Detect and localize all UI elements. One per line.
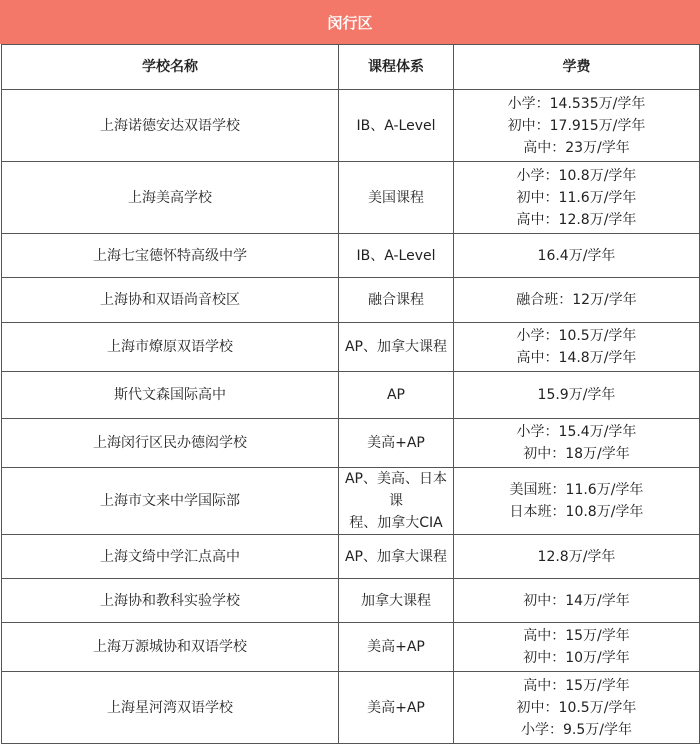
curriculum-cell: [339, 623, 454, 672]
school-name-cell: 上海协和双语尚音校区: [2, 278, 339, 323]
tuition-cell: [454, 672, 700, 744]
table-row: [2, 234, 700, 278]
tuition-cell: [454, 468, 700, 535]
table-row: [2, 278, 700, 323]
curriculum-cell: [339, 323, 454, 372]
curriculum-line: 程、加拿大CIA: [349, 515, 443, 531]
table-row: [2, 372, 700, 419]
table-row: [2, 323, 700, 372]
curriculum-line: 美国课程: [368, 189, 424, 206]
curriculum-cell: [339, 90, 454, 162]
school-name-cell: 上海万源城协和双语学校: [2, 623, 339, 672]
tuition-line: 初中：10.5万/学年: [516, 699, 637, 716]
curriculum-line: AP、美高、日本课: [344, 471, 448, 509]
curriculum-line: IB、A-Level: [356, 117, 436, 134]
tuition-cell: [454, 372, 700, 419]
school-name-cell: 斯代文森国际高中: [2, 372, 339, 419]
tuition-line: 初中：10万/学年: [523, 650, 630, 666]
tuition-line: 小学：15.4万/学年: [516, 424, 637, 440]
tuition-line: 12.8万/学年: [537, 548, 616, 565]
school-name-cell: 上海星河湾双语学校: [2, 672, 339, 744]
tuition-line: 15.9万/学年: [537, 387, 616, 403]
tuition-cell: [454, 535, 700, 579]
curriculum-line: IB、A-Level: [356, 247, 436, 264]
curriculum-line: 美高+AP: [367, 699, 425, 716]
curriculum-cell: [339, 579, 454, 623]
curriculum-line: 美高+AP: [367, 435, 425, 451]
table-header-row: [2, 45, 700, 90]
tuition-line: 小学：10.8万/学年: [516, 167, 637, 184]
table-row: [2, 468, 700, 535]
tuition-line: 16.4万/学年: [537, 247, 616, 264]
tuition-line: 高中：15万/学年: [523, 628, 630, 644]
curriculum-cell: [339, 234, 454, 278]
tuition-line: 日本班：10.8万/学年: [509, 504, 644, 520]
tuition-cell: [454, 623, 700, 672]
tuition-line: 高中：14.8万/学年: [516, 350, 637, 366]
curriculum-line: 加拿大课程: [361, 592, 431, 609]
curriculum-line: 美高+AP: [367, 639, 425, 655]
curriculum-cell: [339, 419, 454, 468]
header-tuition: 学费: [454, 45, 700, 90]
tuition-line: 初中：14万/学年: [523, 592, 630, 609]
curriculum-line: AP、加拿大课程: [344, 548, 448, 565]
header-school: 学校名称: [2, 45, 339, 90]
school-name-cell: 上海七宝德怀特高级中学: [2, 234, 339, 278]
curriculum-cell: [339, 372, 454, 419]
tuition-cell: [454, 278, 700, 323]
school-name-cell: 上海市文来中学国际部: [2, 468, 339, 535]
header-curriculum: 课程体系: [339, 45, 454, 90]
curriculum-line: AP: [386, 387, 406, 403]
curriculum-line: AP、加拿大课程: [344, 339, 448, 355]
tuition-line: 融合班：12万/学年: [516, 292, 637, 308]
tuition-line: 初中：17.915万/学年: [507, 117, 646, 134]
curriculum-cell: [339, 468, 454, 535]
tuition-line: 高中：12.8万/学年: [516, 211, 637, 228]
table-row: [2, 672, 700, 744]
school-name-cell: 上海文绮中学汇点高中: [2, 535, 339, 579]
tuition-line: 小学：14.535万/学年: [507, 95, 646, 112]
table-row: [2, 419, 700, 468]
table-row: [2, 535, 700, 579]
tuition-line: 小学：9.5万/学年: [521, 721, 632, 738]
school-table: [1, 44, 700, 744]
table-row: [2, 579, 700, 623]
table-row: [2, 623, 700, 672]
curriculum-line: 融合课程: [368, 292, 424, 308]
tuition-cell: [454, 234, 700, 278]
table-row: [2, 162, 700, 234]
curriculum-cell: [339, 278, 454, 323]
tuition-line: 初中：11.6万/学年: [516, 189, 637, 206]
tuition-line: 高中：15万/学年: [523, 677, 630, 694]
tuition-line: 小学：10.5万/学年: [516, 328, 637, 344]
school-name-cell: 上海闵行区民办德闳学校: [2, 419, 339, 468]
curriculum-cell: [339, 535, 454, 579]
region-title: 闵行区: [327, 13, 373, 32]
curriculum-cell: [339, 672, 454, 744]
school-name-cell: 上海美高学校: [2, 162, 339, 234]
school-name-cell: 上海诺德安达双语学校: [2, 90, 339, 162]
school-name-cell: 上海市燎原双语学校: [2, 323, 339, 372]
tuition-line: 高中：23万/学年: [523, 139, 630, 156]
region-banner: [0, 0, 700, 44]
school-name-cell: 上海协和教科实验学校: [2, 579, 339, 623]
tuition-cell: [454, 419, 700, 468]
curriculum-cell: [339, 162, 454, 234]
table-row: [2, 90, 700, 162]
tuition-line: 美国班：11.6万/学年: [509, 482, 644, 498]
tuition-cell: [454, 579, 700, 623]
tuition-cell: [454, 323, 700, 372]
tuition-line: 初中：18万/学年: [523, 446, 630, 462]
tuition-cell: [454, 162, 700, 234]
tuition-cell: [454, 90, 700, 162]
